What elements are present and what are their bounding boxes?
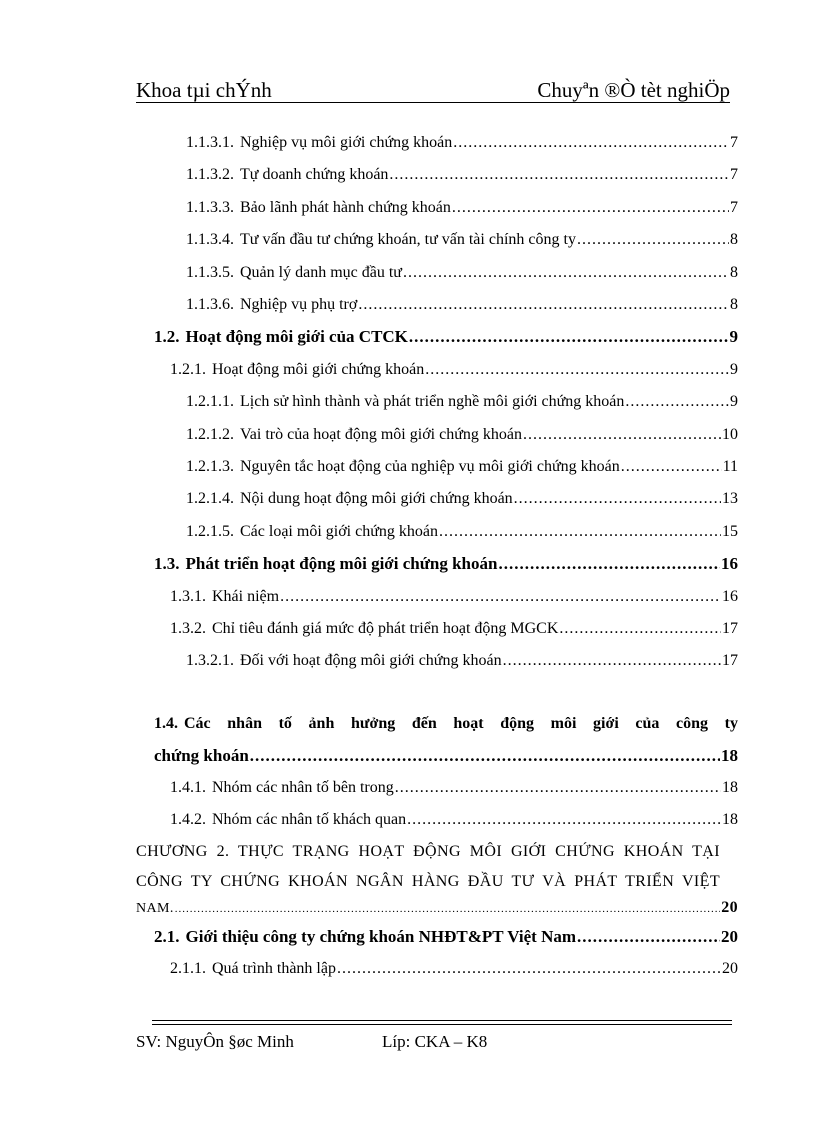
leader-dots — [514, 488, 721, 510]
toc-title: Quá trình thành lập — [212, 960, 336, 977]
toc-title: Bảo lãnh phát hành chứng khoán — [240, 199, 451, 216]
toc-title: Các nhân tố ảnh hưởng đến hoạt động môi giới của công ty — [184, 715, 738, 732]
toc-entry[interactable]: 1.1.3.1. Nghiệp vụ môi giới chứng khoán ..... 7 — [186, 132, 738, 154]
header-title: Chuyªn ®Ò tèt nghiÖp — [537, 78, 730, 102]
toc-entry[interactable]: 1.1.3.3. Bảo lãnh phát hành chứng khoán ..... 7 — [186, 197, 738, 219]
leader-dots — [409, 326, 729, 348]
chapter-title-line2[interactable]: CÔNG TY CHỨNG KHOÁN NGÂN HÀNG ĐẦU TƯ VÀ PHÁT TRIỂN VIỆT — [136, 873, 720, 890]
toc-title: Nhóm các nhân tố khách quan — [212, 811, 407, 828]
leader-dots — [395, 777, 721, 799]
leader-dots — [403, 262, 729, 284]
page-number: 8 — [730, 296, 738, 313]
toc-entry[interactable] — [136, 897, 738, 919]
toc-title: Các loại môi giới chứng khoán — [240, 523, 438, 540]
toc-title: Hoạt động môi giới của CTCK — [185, 327, 408, 346]
page-number: 7 — [730, 199, 738, 216]
toc-entry[interactable]: 1.2.1.2. Vai trò của hoạt động môi giới chứng khoán ..... 10 — [186, 424, 738, 446]
leader-dots — [559, 618, 721, 640]
chapter-title-line3: NAM. — [136, 901, 174, 916]
page-number: 11 — [722, 458, 738, 475]
leader-dots — [498, 553, 720, 575]
leader-dots — [175, 898, 720, 920]
leader-dots — [439, 521, 721, 543]
chapter-title-line1[interactable]: CHƯƠNG 2. THỰC TRẠNG HOẠT ĐỘNG MÔI GIỚI CHỨNG KHOÁN TẠI — [136, 843, 720, 860]
leader-dots — [577, 229, 729, 251]
page-number: 17 — [722, 652, 738, 669]
page-number: 13 — [722, 490, 738, 507]
toc-entry[interactable]: 1.1.3.6. Nghiệp vụ phụ trợ ..... 8 — [186, 294, 738, 316]
toc-title: Lịch sử hình thành và phát triển nghề môi giới chứng khoán — [240, 393, 625, 410]
toc-entry[interactable]: 1.2.1.1. Lịch sử hình thành và phát triển nghề môi giới chứng khoán ..... 9 — [186, 391, 738, 413]
leader-dots — [280, 586, 721, 608]
toc-entry[interactable]: 1.1.3.2. Tự doanh chứng khoán ..... 7 — [186, 164, 738, 186]
leader-dots — [389, 164, 729, 186]
page-number: 20 — [721, 899, 738, 916]
toc-title: Giới thiệu công ty chứng khoán NHĐT&PT Việt Nam — [185, 927, 577, 946]
leader-dots — [250, 745, 720, 767]
toc-entry[interactable]: 1.1.3.4. Tư vấn đầu tư chứng khoán, tư vấn tài chính công ty ..... 8 — [186, 229, 738, 251]
leader-dots — [425, 359, 729, 381]
toc-entry[interactable]: 1.3.2.1. Đối với hoạt động môi giới chứng khoán ..... 17 — [186, 650, 738, 672]
leader-dots — [577, 926, 720, 948]
page-number: 7 — [730, 134, 738, 151]
page-number: 8 — [730, 231, 738, 248]
page-number: 18 — [721, 746, 738, 765]
toc-title: Khái niệm — [212, 588, 280, 605]
toc-entry[interactable]: 1.2.1.3. Nguyên tắc hoạt động của nghiệp vụ môi giới chứng khoán ..... 11 — [186, 456, 738, 478]
footer-class: Líp: CKA – K8 — [382, 1032, 488, 1051]
toc-entry[interactable] — [154, 745, 738, 767]
leader-dots — [621, 456, 722, 478]
toc-entry[interactable]: 1.2.1. Hoạt động môi giới chứng khoán ..... 9 — [170, 359, 738, 381]
toc-title: Vai trò của hoạt động môi giới chứng khoán — [240, 426, 522, 443]
leader-dots — [523, 424, 721, 446]
toc-entry-line1[interactable]: 1.4. Các nhân tố ảnh hưởng đến hoạt động môi giới của công ty — [154, 713, 738, 735]
toc-entry[interactable]: 1.3.1. Khái niệm ..... 16 — [170, 586, 738, 608]
page-number: 20 — [721, 927, 738, 946]
toc-entry[interactable]: 1.2.1.4. Nội dung hoạt động môi giới chứng khoán ..... 13 — [186, 488, 738, 510]
footer-student: SV: NguyÔn §øc Minh — [136, 1032, 294, 1051]
toc-entry[interactable]: 1.2.1.5. Các loại môi giới chứng khoán ..... 15 — [186, 521, 738, 543]
toc-entry[interactable]: 1.4.2. Nhóm các nhân tố khách quan ..... 18 — [170, 809, 738, 831]
page-number: 9 — [729, 327, 738, 346]
leader-dots — [453, 132, 729, 154]
page-number: 18 — [722, 811, 738, 828]
toc-title: Nghiệp vụ môi giới chứng khoán — [240, 134, 453, 151]
page-number: 17 — [722, 620, 738, 637]
toc-entry[interactable]: 1.4.1. Nhóm các nhân tố bên trong ..... 18 — [170, 777, 738, 799]
toc-title: Tư vấn đầu tư chứng khoán, tư vấn tài chính công ty — [240, 231, 576, 248]
page-number: 8 — [730, 264, 738, 281]
leader-dots — [407, 809, 721, 831]
toc-title: Nội dung hoạt động môi giới chứng khoán — [240, 490, 513, 507]
toc-title: Nghiệp vụ phụ trợ — [240, 296, 358, 313]
page-number: 18 — [722, 779, 738, 796]
leader-dots — [452, 197, 729, 219]
toc-title: Nguyên tắc hoạt động của nghiệp vụ môi giới chứng khoán — [240, 458, 620, 475]
toc-title: Chỉ tiêu đánh giá mức độ phát triển hoạt động MGCK — [212, 620, 559, 637]
page-number: 16 — [721, 554, 738, 573]
page-number: 20 — [722, 960, 738, 977]
toc-title: Đối với hoạt động môi giới chứng khoán — [240, 652, 502, 669]
page-number: 7 — [730, 166, 738, 183]
leader-dots — [358, 294, 729, 316]
toc-title: chứng khoán — [154, 746, 249, 765]
toc-title: Hoạt động môi giới chứng khoán — [212, 361, 425, 378]
page-number: 9 — [730, 361, 738, 378]
page-number: 16 — [722, 588, 738, 605]
toc-entry[interactable]: 1.3.2. Chỉ tiêu đánh giá mức độ phát triển hoạt động MGCK ..... 17 — [170, 618, 738, 640]
toc-title: Quản lý danh mục đầu tư — [240, 264, 402, 281]
leader-dots — [625, 391, 729, 413]
toc-entry[interactable]: 1.2. Hoạt động môi giới của CTCK ..... 9 — [154, 326, 738, 348]
leader-dots — [337, 958, 721, 980]
page-number: 10 — [722, 426, 738, 443]
leader-dots — [503, 650, 721, 672]
toc-entry[interactable]: 2.1. Giới thiệu công ty chứng khoán NHĐT&PT Việt Nam ..... 20 — [154, 926, 738, 948]
toc-entry[interactable]: 1.1.3.5. Quản lý danh mục đầu tư ..... 8 — [186, 262, 738, 284]
page-number: 9 — [730, 393, 738, 410]
toc-entry[interactable]: 2.1.1. Quá trình thành lập ..... 20 — [170, 958, 738, 980]
footer-divider — [152, 1020, 732, 1025]
page-number: 15 — [722, 523, 738, 540]
toc-title: Nhóm các nhân tố bên trong — [212, 779, 394, 796]
toc-entry[interactable]: 1.3. Phát triển hoạt động môi giới chứng khoán ..... 16 — [154, 553, 738, 575]
toc-title: Phát triển hoạt động môi giới chứng khoán — [185, 554, 498, 573]
toc-title: Tự doanh chứng khoán — [240, 166, 389, 183]
header-faculty: Khoa tµi chÝnh — [136, 78, 272, 102]
